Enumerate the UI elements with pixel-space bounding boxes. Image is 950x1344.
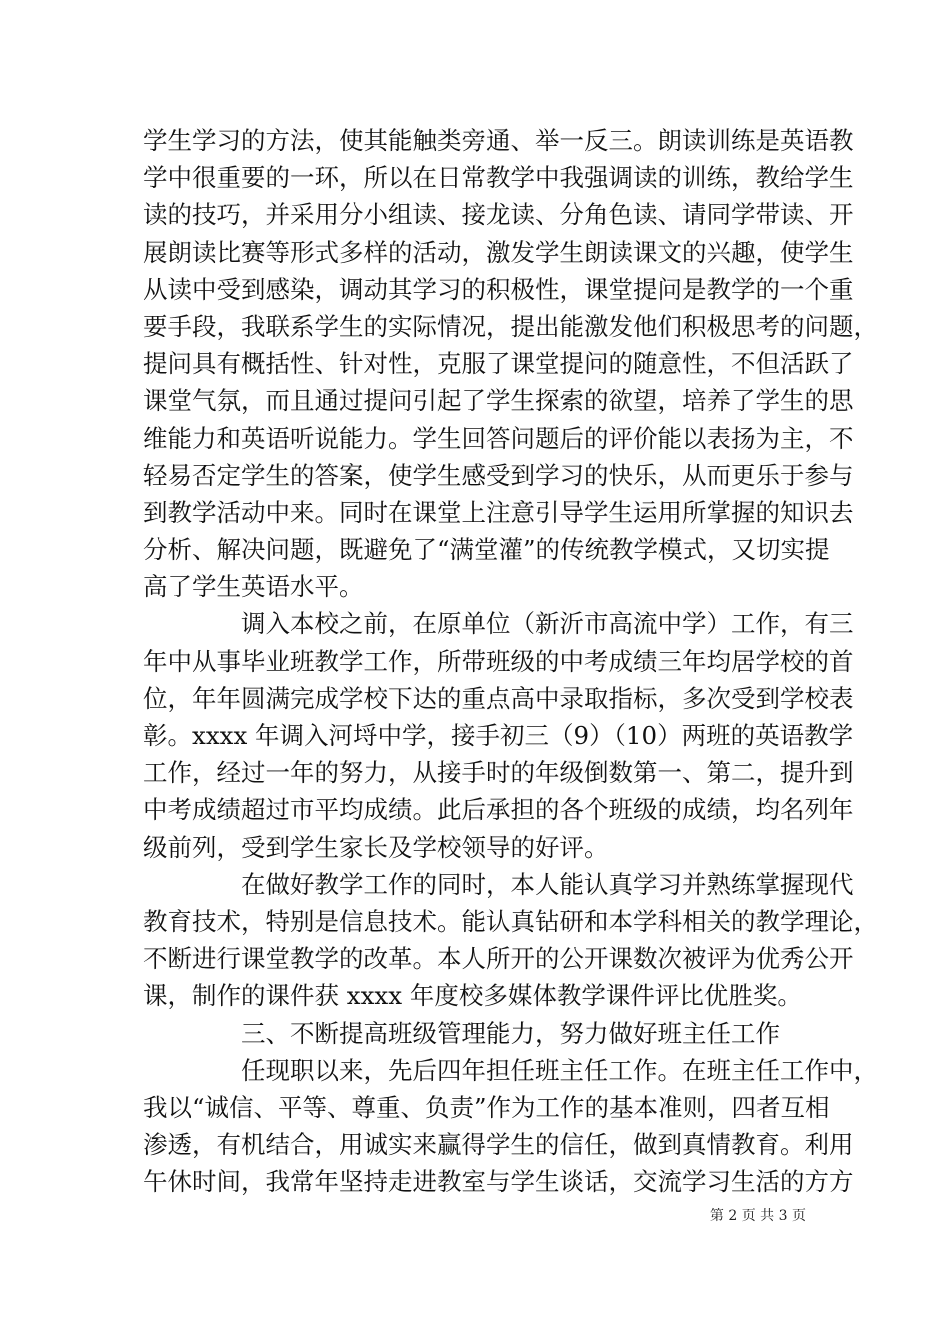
text-line: 教育技术，特别是信息技术。能认真钻研和本学科相关的教学理论， [143, 906, 878, 936]
text-line: 渗透，有机结合，用诚实来赢得学生的信任，做到真情教育。利用 [143, 1130, 854, 1160]
text-line: 调入本校之前，在原单位（新沂市高流中学）工作，有三 [241, 609, 854, 639]
text-line: 分析、解决问题，既避免了“满堂灌”的传统教学模式，又切实提 [143, 535, 830, 565]
text-line: 展朗读比赛等形式多样的活动，激发学生朗读课文的兴趣，使学生 [143, 237, 854, 267]
text-line: 轻易否定学生的答案，使学生感受到学习的快乐，从而更乐于参与 [143, 460, 854, 490]
text-line: 维能力和英语听说能力。学生回答问题后的评价能以表扬为主，不 [143, 423, 854, 453]
text-line: 学中很重要的一环，所以在日常教学中我强调读的训练，教给学生 [143, 163, 854, 193]
text-line: 课，制作的课件获 xxxx 年度校多媒体教学课件评比优胜奖。 [143, 981, 802, 1011]
text-line: 中考成绩超过市平均成绩。此后承担的各个班级的成绩，均名列年 [143, 795, 854, 825]
text-line: 三、不断提高班级管理能力，努力做好班主任工作 [241, 1018, 780, 1048]
text-line: 到教学活动中来。同时在课堂上注意引导学生运用所掌握的知识去 [143, 497, 854, 527]
text-line: 读的技巧，并采用分小组读、接龙读、分角色读、请同学带读、开 [143, 200, 854, 230]
text-line: 级前列，受到学生家长及学校领导的好评。 [143, 832, 609, 862]
text-line: 年中从事毕业班教学工作，所带班级的中考成绩三年均居学校的首 [143, 646, 854, 676]
text-line: 任现职以来，先后四年担任班主任工作。在班主任工作中， [241, 1055, 878, 1085]
text-line: 课堂气氛，而且通过提问引起了学生探索的欲望，培养了学生的思 [143, 386, 854, 416]
text-line: 彰。xxxx 年调入河埒中学，接手初三（9）（10）两班的英语教学 [143, 721, 854, 750]
text-line: 要手段，我联系学生的实际情况，提出能激发他们积极思考的问题， [143, 311, 878, 341]
text-line: 不断进行课堂教学的改革。本人所开的公开课数次被评为优秀公开 [143, 944, 854, 974]
text-line: 提问具有概括性、针对性，克服了课堂提问的随意性，不但活跃了 [143, 349, 854, 379]
text-line: 午休时间，我常年坚持走进教室与学生谈话，交流学习生活的方方 [143, 1167, 854, 1197]
body-text [143, 122, 878, 1200]
text-line: 学生学习的方法，使其能触类旁通、举一反三。朗读训练是英语教 [143, 126, 854, 155]
text-line: 工作，经过一年的努力，从接手时的年级倒数第一、第二，提升到 [143, 758, 854, 788]
text-line: 在做好教学工作的同时，本人能认真学习并熟练掌握现代 [241, 869, 854, 899]
text-line: 高了学生英语水平。 [143, 572, 364, 602]
text-line: 我以“诚信、平等、尊重、负责”作为工作的基本准则，四者互相 [143, 1092, 830, 1122]
text-line: 位，年年圆满完成学校下达的重点高中录取指标，多次受到学校表 [143, 683, 854, 713]
page-number-footer: 第 2 页 共 3 页 [709, 1208, 806, 1224]
text-line: 从读中受到感染，调动其学习的积极性，课堂提问是教学的一个重 [143, 274, 854, 304]
